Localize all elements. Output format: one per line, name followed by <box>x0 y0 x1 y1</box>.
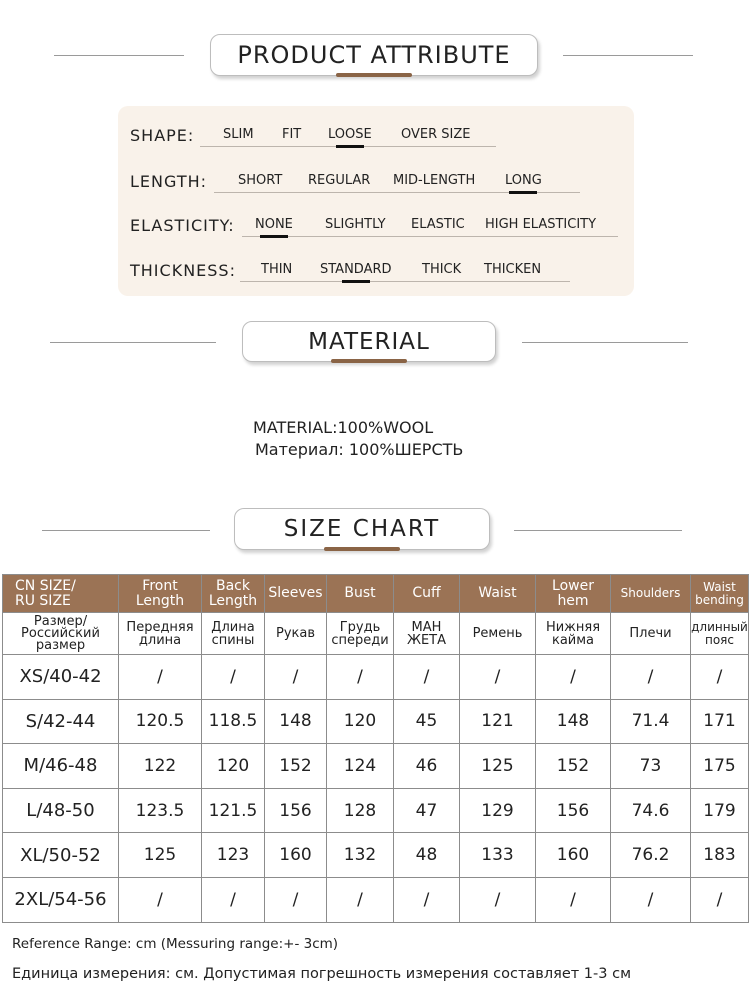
table-cell: 71.4 <box>611 699 691 744</box>
table-cell: 152 <box>265 744 327 789</box>
attr-option-selected: NONE <box>255 217 293 232</box>
attr-option: ELASTIC <box>411 217 465 232</box>
table-cell: 123 <box>202 833 265 878</box>
table-cell: 179 <box>691 788 749 833</box>
size-cell: 2XL/54-56 <box>3 877 119 922</box>
table-cell: / <box>394 655 460 700</box>
title-accent-bar <box>331 359 407 363</box>
ru-header-cuff: МАН ЖЕТА <box>394 613 460 655</box>
header-cn-size: CN SIZE/ RU SIZE <box>3 575 119 613</box>
table-cell: 45 <box>394 699 460 744</box>
attr-option-selected: LONG <box>505 173 542 188</box>
table-cell: 128 <box>327 788 394 833</box>
table-cell: / <box>691 655 749 700</box>
size-chart-title-text: SIZE CHART <box>283 516 441 542</box>
table-cell: 175 <box>691 744 749 789</box>
header-front-length: Front Length <box>119 575 202 613</box>
table-cell: / <box>460 877 536 922</box>
header-sleeves: Sleeves <box>265 575 327 613</box>
material-title-text: MATERIAL <box>308 328 430 355</box>
table-cell: / <box>691 877 749 922</box>
table-cell: / <box>327 877 394 922</box>
ru-header-waist: Ремень <box>460 613 536 655</box>
attr-row-thickness <box>118 247 634 287</box>
attr-option: THICK <box>422 262 462 277</box>
table-cell: / <box>611 655 691 700</box>
table-cell: / <box>202 877 265 922</box>
table-ru-header-row <box>3 613 749 655</box>
attr-row-line <box>240 281 570 282</box>
title-accent-bar <box>336 73 412 77</box>
header-waist: Waist <box>460 575 536 613</box>
size-chart-title <box>234 508 490 550</box>
table-cell: 120 <box>202 744 265 789</box>
attr-option-selected: LOOSE <box>328 127 372 142</box>
header-bust: Bust <box>327 575 394 613</box>
table-cell: 122 <box>119 744 202 789</box>
table-cell: 160 <box>536 833 611 878</box>
table-row <box>3 699 749 744</box>
table-cell: 47 <box>394 788 460 833</box>
material-english: MATERIAL:100%WOOL <box>253 418 434 437</box>
attr-option: OVER SIZE <box>401 127 471 142</box>
table-cell: 152 <box>536 744 611 789</box>
attr-option: SLIGHTLY <box>325 217 386 232</box>
table-cell: 121 <box>460 699 536 744</box>
table-row <box>3 744 749 789</box>
table-cell: 133 <box>460 833 536 878</box>
table-cell: 148 <box>265 699 327 744</box>
attr-label: THICKNESS: <box>130 261 236 280</box>
attr-option: SHORT <box>238 173 283 188</box>
ru-header-bust: Грудь спереди <box>327 613 394 655</box>
table-cell: 120 <box>327 699 394 744</box>
table-cell: 123.5 <box>119 788 202 833</box>
size-cell: S/42-44 <box>3 699 119 744</box>
header-back-length: Back Length <box>202 575 265 613</box>
divider-left <box>50 342 216 343</box>
divider-right <box>514 530 682 531</box>
attr-option: THICKEN <box>484 262 542 277</box>
attr-option: SLIM <box>223 127 254 142</box>
table-cell: / <box>265 877 327 922</box>
size-chart-table <box>2 574 749 923</box>
divider-right <box>563 55 693 56</box>
divider-right <box>522 342 688 343</box>
table-cell: / <box>611 877 691 922</box>
table-cell: 132 <box>327 833 394 878</box>
table-cell: 48 <box>394 833 460 878</box>
ru-header-back-length: Длина спины <box>202 613 265 655</box>
ru-header-sleeves: Рукав <box>265 613 327 655</box>
attr-label: LENGTH: <box>130 172 208 191</box>
ru-header-front-length: Передняя длина <box>119 613 202 655</box>
table-cell: 148 <box>536 699 611 744</box>
attr-label: ELASTICITY: <box>130 216 235 235</box>
table-cell: 125 <box>119 833 202 878</box>
attr-row-elasticity <box>118 202 634 242</box>
size-cell: L/48-50 <box>3 788 119 833</box>
product-attribute-title-text: PRODUCT ATTRIBUTE <box>237 41 511 69</box>
reference-range-note-ru: Единица измерения: см. Допустимая погрешность измерения составляет 1-3 см <box>12 966 632 982</box>
header-lower-hem: Lower hem <box>536 575 611 613</box>
divider-left <box>42 530 210 531</box>
table-cell: / <box>265 655 327 700</box>
divider-left <box>54 55 184 56</box>
table-cell: / <box>327 655 394 700</box>
table-cell: 120.5 <box>119 699 202 744</box>
size-cell: XL/50-52 <box>3 833 119 878</box>
table-cell: 125 <box>460 744 536 789</box>
header-waist-bending: Waist bending <box>691 575 749 613</box>
table-header-row <box>3 575 749 613</box>
table-cell: / <box>394 877 460 922</box>
attr-row-length <box>118 158 634 198</box>
attr-label: SHAPE: <box>130 126 195 145</box>
attr-option: MID-LENGTH <box>393 173 476 188</box>
attr-row-line <box>242 236 618 237</box>
table-cell: 73 <box>611 744 691 789</box>
ru-header-waist-bending: длинный пояс <box>691 613 749 655</box>
table-row <box>3 655 749 700</box>
table-cell: 129 <box>460 788 536 833</box>
table-cell: 121.5 <box>202 788 265 833</box>
attr-option: HIGH ELASTICITY <box>485 217 597 232</box>
table-cell: 160 <box>265 833 327 878</box>
attr-option-selected: STANDARD <box>320 262 392 277</box>
size-cell: XS/40-42 <box>3 655 119 700</box>
ru-header-lower-hem: Нижняя кайма <box>536 613 611 655</box>
title-accent-bar <box>324 547 400 551</box>
table-cell: 76.2 <box>611 833 691 878</box>
attr-row-shape <box>118 112 634 152</box>
table-cell: 124 <box>327 744 394 789</box>
header-cuff: Cuff <box>394 575 460 613</box>
ru-header-shoulders: Плечи <box>611 613 691 655</box>
ru-header-size: Размер/ Российский размер <box>3 613 119 655</box>
material-russian: Материал: 100%ШЕРСТЬ <box>255 440 464 459</box>
table-cell: / <box>202 655 265 700</box>
table-cell: / <box>536 655 611 700</box>
table-cell: / <box>460 655 536 700</box>
table-row <box>3 877 749 922</box>
table-row <box>3 833 749 878</box>
table-cell: 74.6 <box>611 788 691 833</box>
table-cell: / <box>119 877 202 922</box>
material-title <box>242 321 496 362</box>
table-cell: 118.5 <box>202 699 265 744</box>
table-row <box>3 788 749 833</box>
reference-range-note: Reference Range: cm (Messuring range:+- 3cm) <box>12 936 339 952</box>
table-cell: 46 <box>394 744 460 789</box>
header-shoulders: Shoulders <box>611 575 691 613</box>
table-cell: / <box>119 655 202 700</box>
attribute-panel <box>118 106 634 296</box>
table-cell: / <box>536 877 611 922</box>
attr-option: REGULAR <box>308 173 371 188</box>
product-attribute-title <box>210 34 538 76</box>
table-cell: 156 <box>536 788 611 833</box>
table-cell: 183 <box>691 833 749 878</box>
attr-option: FIT <box>282 127 302 142</box>
table-cell: 171 <box>691 699 749 744</box>
table-cell: 156 <box>265 788 327 833</box>
size-cell: M/46-48 <box>3 744 119 789</box>
attr-option: THIN <box>261 262 293 277</box>
